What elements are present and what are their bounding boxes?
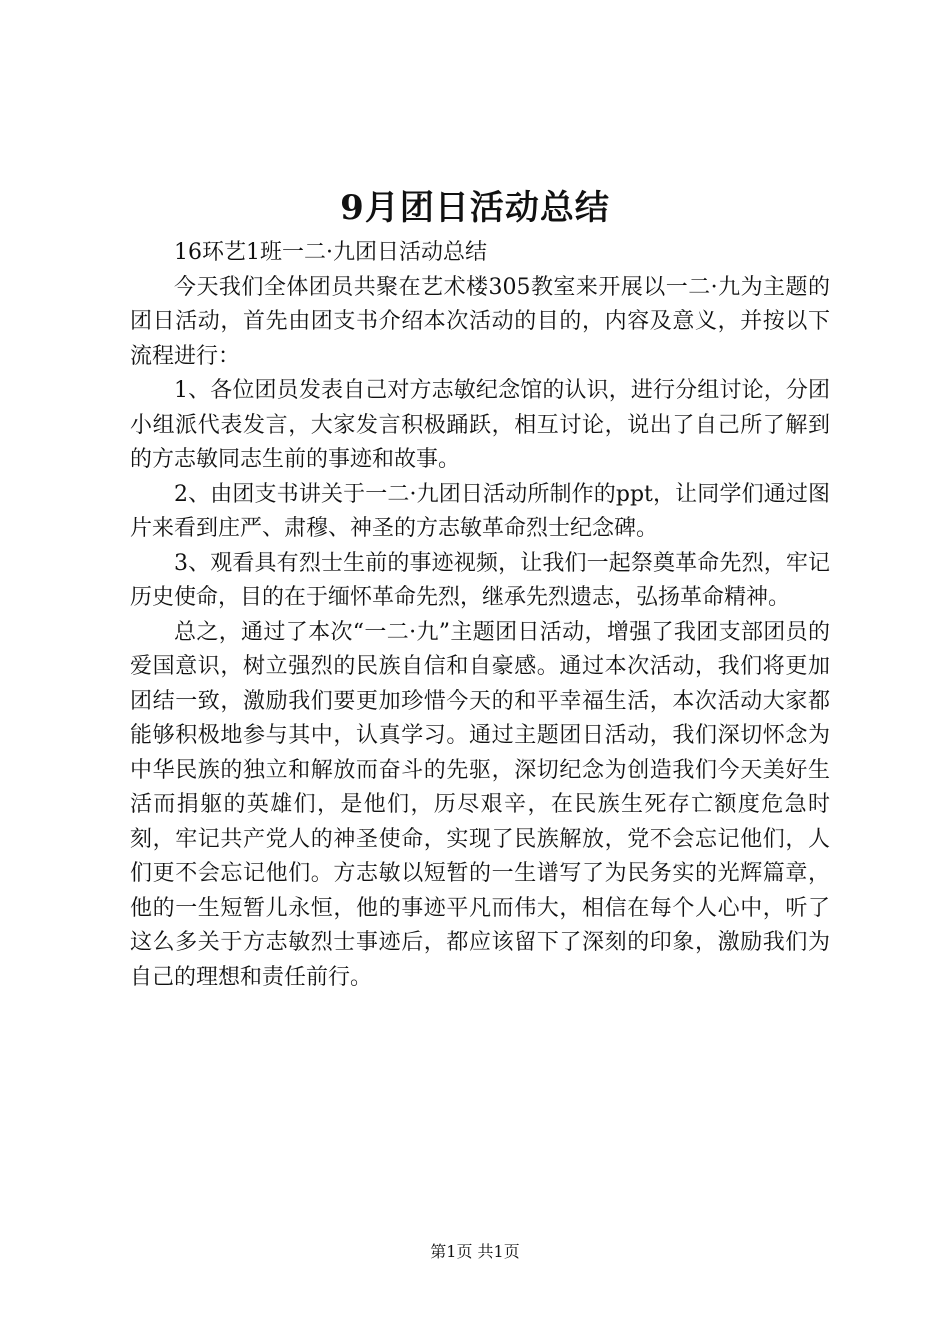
paragraph-step-3: 3、观看具有烈士生前的事迹视频，让我们一起祭奠革命先烈，牢记历史使命，目的在于缅怀革命先烈，继承先烈遗志，弘扬革命精神。 [130, 550, 830, 610]
paragraph-intro: 今天我们全体团员共聚在艺术楼305教室来开展以一二·九为主题的团日活动，首先由团支书介绍本次活动的目的，内容及意义，并按以下流程进行： [130, 274, 830, 369]
page-number-footer: 第1页 共1页 [430, 1242, 520, 1261]
paragraph-step-1: 1、各位团员发表自己对方志敏纪念馆的认识，进行分组讨论，分团小组派代表发言，大家发言积极踊跃，相互讨论，说出了自己所了解到的方志敏同志生前的事迹和故事。 [130, 378, 830, 472]
document-title: 9月团日活动总结 [340, 188, 610, 228]
document-body [130, 236, 830, 995]
paragraph-conclusion: 总之，通过了本次“一二·九”主题团日活动，增强了我团支部团员的爱国意识，树立强烈的民族自信和自豪感。通过本次活动，我们将更加团结一致，激励我们要更加珍惜今天的和平幸福生活，本次活动大家都能够积极地参与其中，认真学习。通过主题团日活动，我们深切怀念为中华民族的独立和解放而奋斗的先驱，深切纪念为创造我们今天美好生活而捐躯的英雄们，是他们，历尽艰辛，在民族生死存亡额度危急时刻，牢记共产党人的神圣使命，实现了民族解放，党不会忘记他们，人们更不会忘记他们。方志敏以短暂的一生谱写了为民务实的光辉篇章，他的一生短暂儿永恒，他的事迹平凡而伟大，相信在每个人心中，听了这么多关于方志敏烈士事迹后，都应该留下了深刻的印象，激励我们为自己的理想和责任前行。 [130, 619, 830, 990]
paragraph-class-heading: 16环艺1班一二·九团日活动总结 [174, 240, 487, 265]
paragraph-step-2: 2、由团支书讲关于一二·九团日活动所制作的ppt，让同学们通过图片来看到庄严、肃穆、神圣的方志敏革命烈士纪念碑。 [130, 481, 830, 541]
